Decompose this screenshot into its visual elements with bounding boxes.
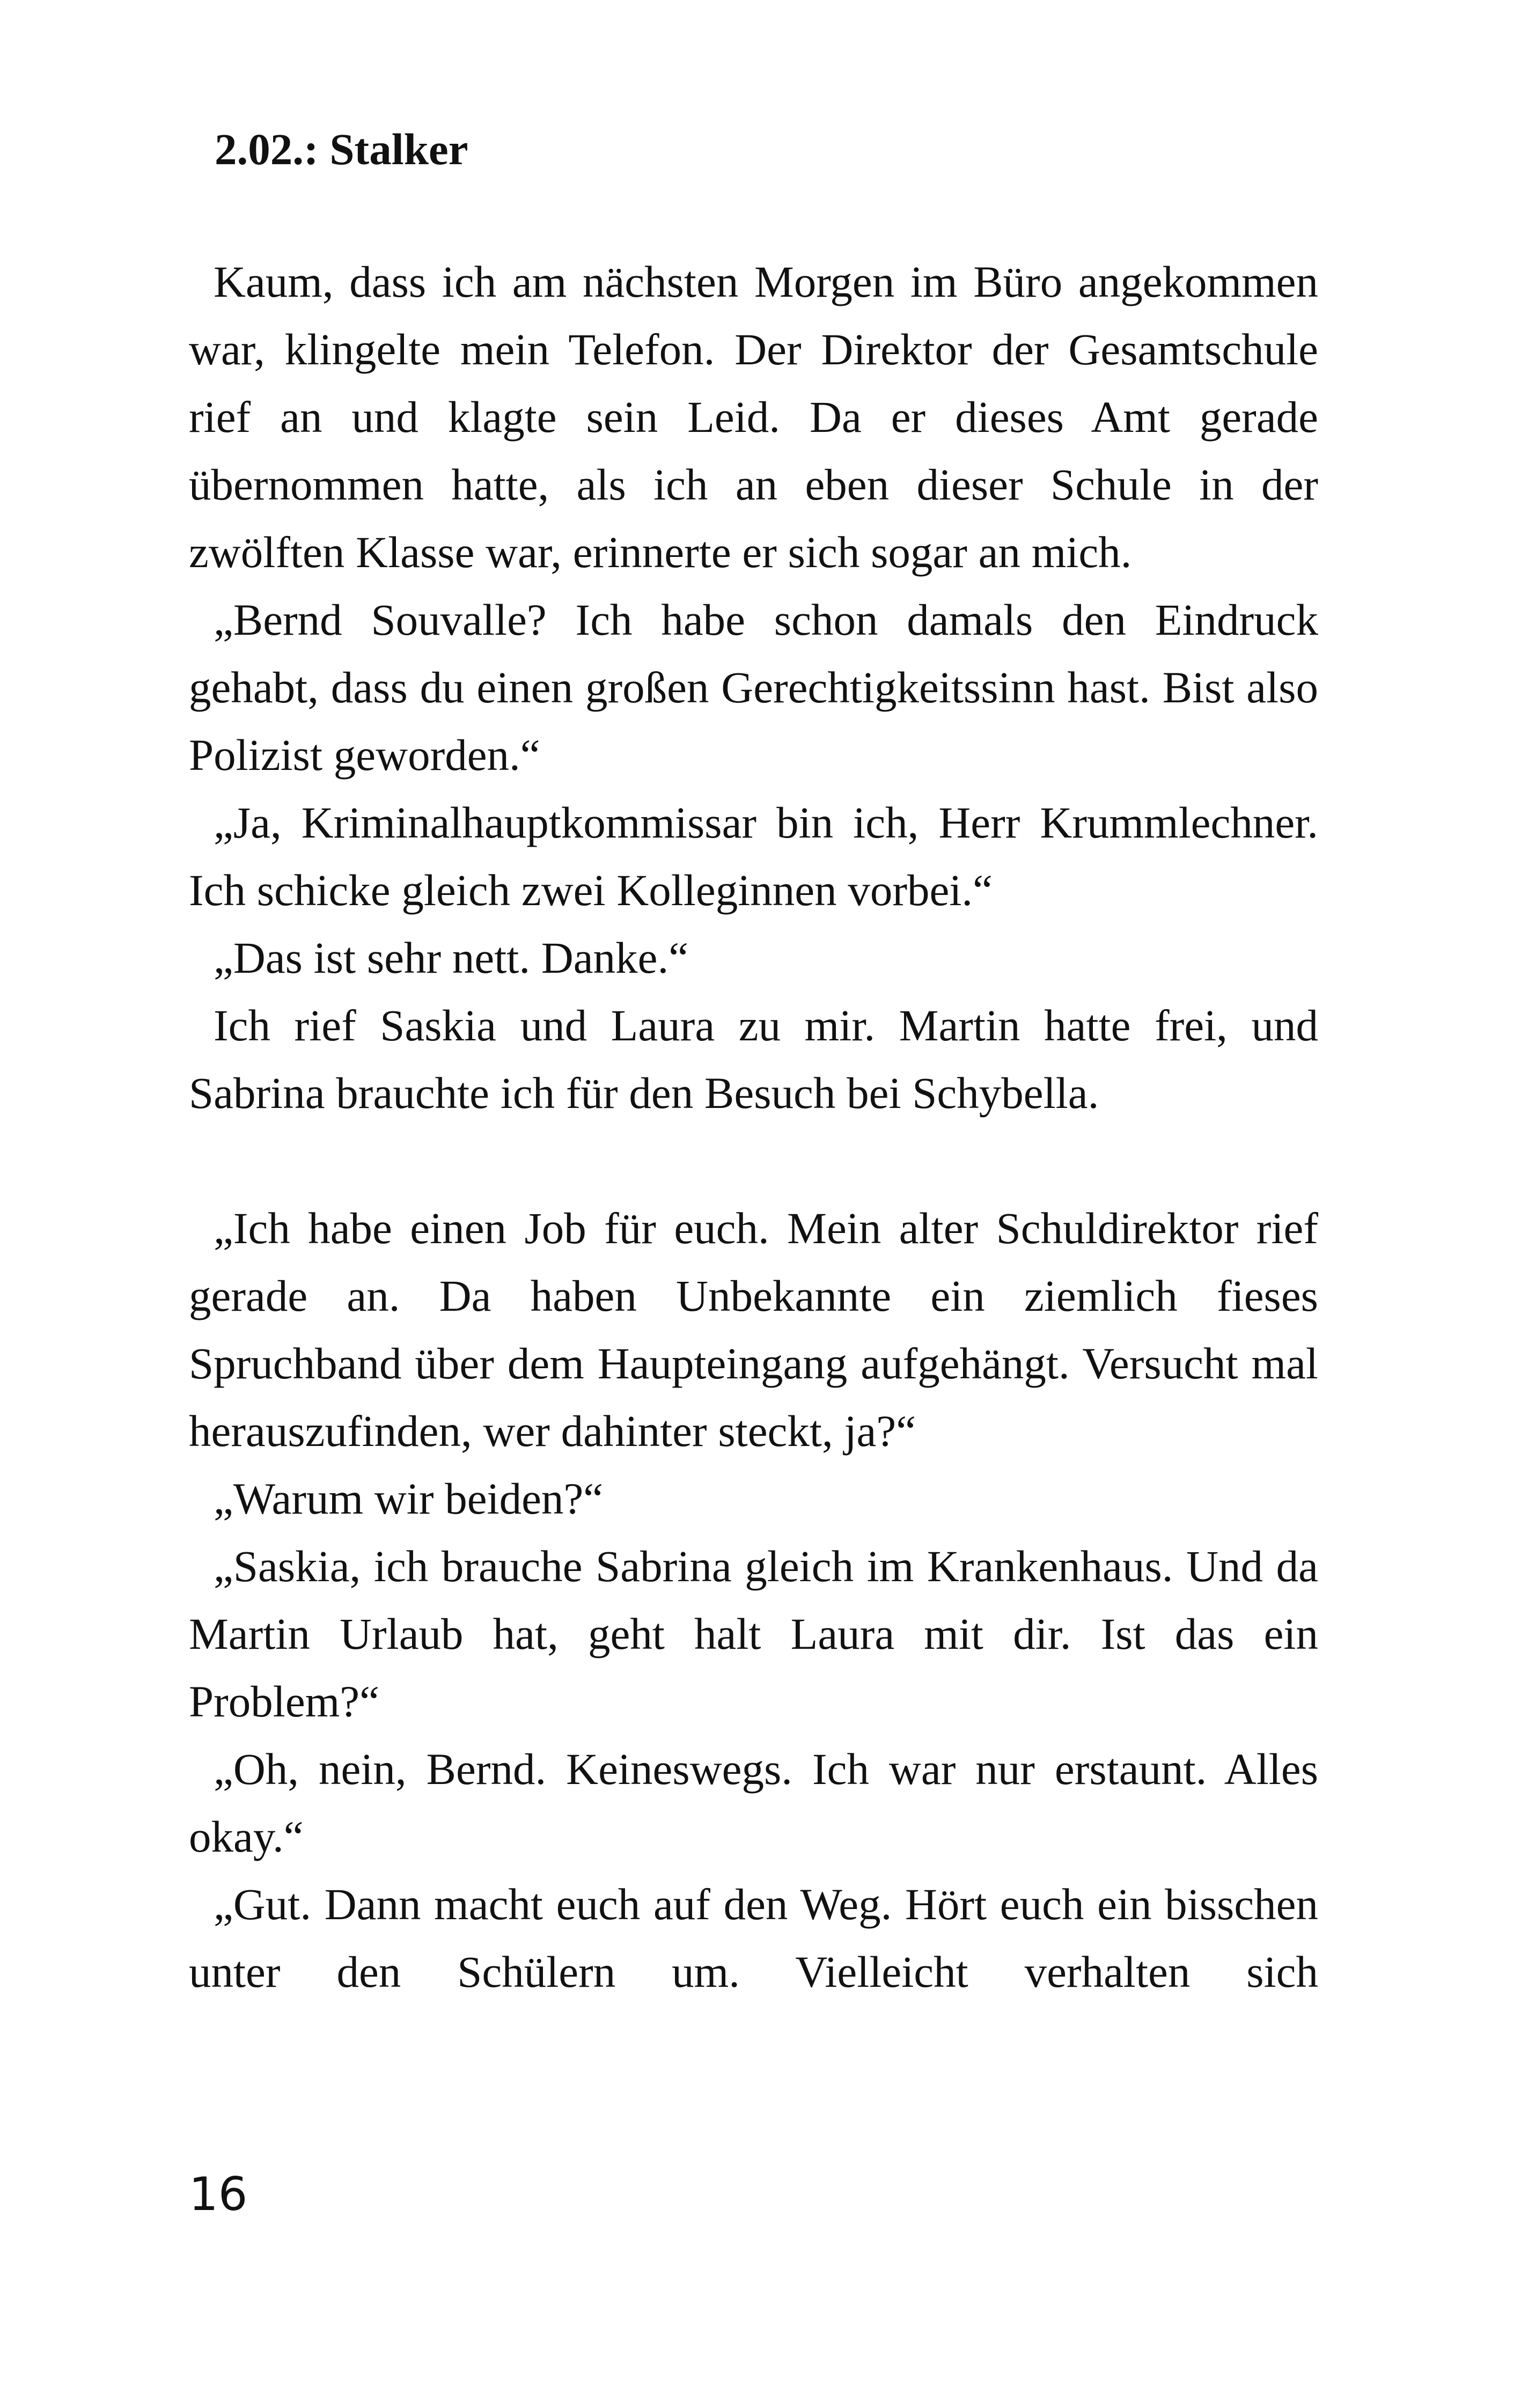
paragraph: „Saskia, ich brauche Sabrina gleich im Krankenhaus. Und da Martin Urlaub hat, geht halt Laura mit dir. Ist das ein Problem?“ — [189, 1541, 1318, 1726]
page-number: 16 — [189, 2168, 248, 2221]
paragraph-continued: „Gut. Dann macht euch auf den Weg. Hört euch ein bisschen unter den Schülern um. Vielleicht verhalten sich — [189, 1880, 1318, 1996]
paragraph: „Bernd Souvalle? Ich habe schon damals den Eindruck gehabt, dass du einen großen Gerechtigkeitssinn hast. Bist also Polizist geworden.“ — [189, 595, 1318, 780]
paragraph: Ich rief Saskia und Laura zu mir. Martin hatte frei, und Sabrina brauchte ich für den Besuch bei Schybella. — [189, 1001, 1318, 1118]
body-text — [189, 248, 1318, 2006]
paragraph: „Ja, Kriminalhauptkommissar bin ich, Herr Krummlechner. Ich schicke gleich zwei Kolleginnen vorbei.“ — [189, 798, 1318, 915]
paragraph: „Das ist sehr nett. Danke.“ — [214, 933, 689, 982]
paragraph: „Oh, nein, Bernd. Keineswegs. Ich war nur erstaunt. Alles okay.“ — [189, 1744, 1318, 1861]
paragraph: Kaum, dass ich am nächsten Morgen im Büro angekommen war, klingelte mein Telefon. Der Direktor der Gesamtschule rief an und klagte sein Leid. Da er dieses Amt gerade übernommen hatte, als ich an eben dieser Schule in der zwölften Klasse war, erinnerte er sich sogar an mich. — [189, 257, 1318, 577]
chapter-title: 2.02.: Stalker — [215, 124, 468, 174]
paragraph: „Ich habe einen Job für euch. Mein alter Schuldirektor rief gerade an. Da haben Unbekannte ein ziemlich fieses Spruchband über dem Haupteingang aufgehängt. Versucht mal herauszufinden, wer dahinter steckt, ja?“ — [189, 1203, 1318, 1456]
paragraph: „Warum wir beiden?“ — [214, 1474, 604, 1523]
